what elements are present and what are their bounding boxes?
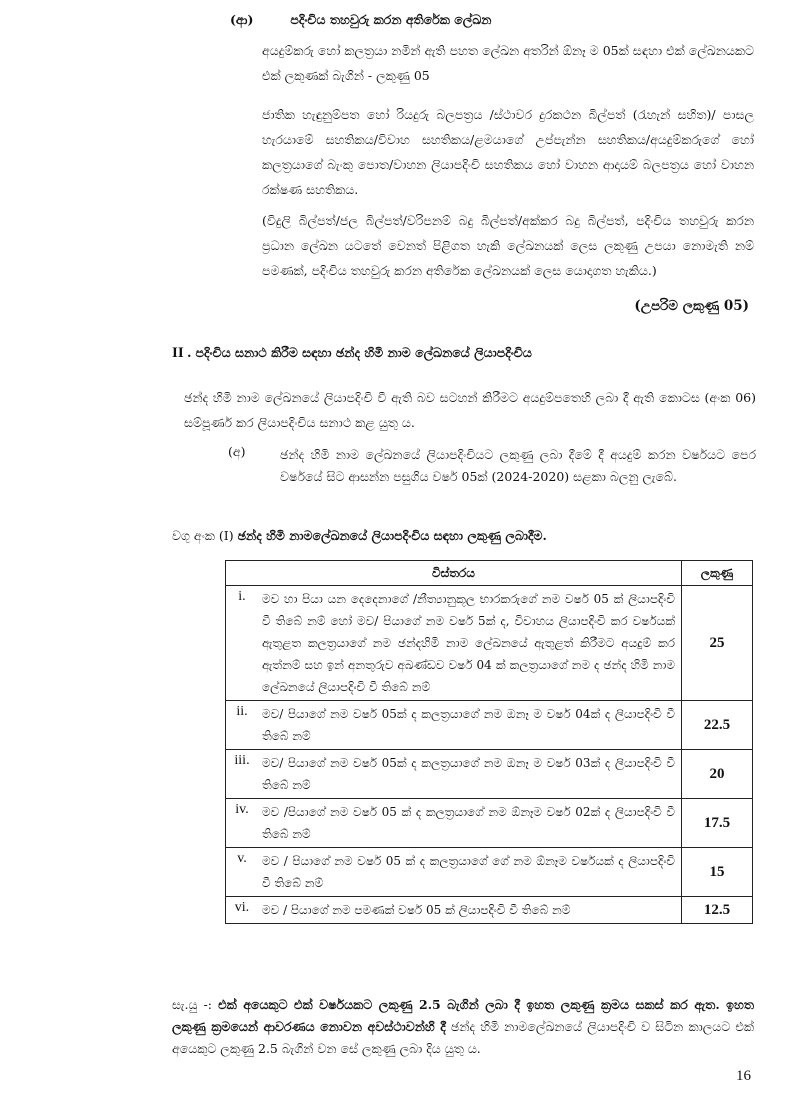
section-ii-number: II .	[172, 345, 192, 361]
row-marks: 17.5	[682, 799, 753, 848]
table-header-row	[226, 561, 753, 586]
section-a-max-marks: (උපරිම ලකුණු 05)	[634, 298, 749, 314]
row-number: ii.	[226, 701, 259, 750]
row-description: මව / පියාගේ නම වර්ෂ 05 ක් ද කලත්‍රයාගේ ගේ නම ඕනෑම වර්ෂයක් ද ලියාපදිංචි වී තිබේ නම්	[258, 848, 682, 897]
row-description: මව/ පියාගේ නම වර්ෂ 05ක් ද කලත්‍රයාගේ නම ඔනෑ ම වර්ෂ 04ක් ද ලියාපදිංචි වී තිබේ නම්	[258, 701, 682, 750]
table-row	[226, 701, 753, 750]
row-number: i.	[226, 586, 259, 701]
marks-table	[225, 560, 753, 924]
row-description: මව හා පියා යන දෙදෙනාගේ /නීත්‍යානුකූල භාරකරුගේ නම වර්ෂ 05 ක් ලියාපදිංචි වී තිබේ නම් හෝ මව/ පියාගේ නම වර්ෂ 5ක් ද, විවාහය ලියාපදිංචි කර වර්ෂයක් ඇතුළත කලත්‍රයාගේ නම ඡන්දහිමි නාම ලේඛනයේ ඇතුළත් කිරීමට අයදුම් කර ඇත්නම් සහ ඉන් අනතුරුව අඛණ්ඩව වර්ෂ 04 ක් කලත්‍රයාගේ නම ද ඡන්ද හිමි නාම ලේඛනයේ ලියාපදිංචි වී තිබේ නම්	[258, 586, 682, 701]
column-header-detail: විස්තරය	[226, 561, 682, 586]
row-number: iii.	[226, 750, 259, 799]
section-ii-sub-paragraph: ඡන්ද හිමි නාම ලේඛනයේ ලියාපදිංචියට ලකුණු ලබා දීමේ දී අයදුම් කරන වර්ෂයට පෙර වර්ෂයේ සිට ආසන්න පසුගිය වර්ෂ 05ක් (2024-2020) සළකා බලනු ලැබේ.	[280, 447, 756, 484]
section-a-paragraph-3: (විදුලි බිල්පත්/ජල බිල්පත්/වරිපනම් බදු බිල්පත්/අක්කර බදු බිල්පත්, පදිංචිය තහවුරු කරන ප්‍රධාන ලේඛන යටතේ වෙනත් පිළිගත හැකි ලේඛනයක් ලෙස ලකුණු උපයා නොමැති නම් පමණක්, පදිංචිය තහවුරු කරන අතිරේක ලේඛනයක් ලෙස යොදාගත හැකිය.)	[262, 213, 754, 278]
section-a-title: පදිංචිය තහවුරු කරන අතිරේක ලේඛන	[290, 12, 492, 27]
row-number: vi.	[226, 897, 259, 924]
row-description: මව/ පියාගේ නම වර්ෂ 05ක් ද කලත්‍රයාගේ නම ඔනෑ ම වර්ෂ 03ක් ද ලියාපදිංචි වී තිබේ නම්	[258, 750, 682, 799]
row-description: මව /පියාගේ නම වර්ෂ 05 ක් ද කලත්‍රයාගේ නම ඕනෑම වර්ෂ 02ක් ද ලියාපදිංචි වී තිබේ නම්	[258, 799, 682, 848]
section-a-paragraph-1: අයදුම්කරු හෝ කලත්‍රයා නමින් ඇති පහත ලේඛන අතරින් ඕනෑ ම 05ක් සඳහා එක් ලේඛනයකට එක් ලකුණක් බැගින් - ලකුණු 05	[262, 43, 754, 83]
row-number: iv.	[226, 799, 259, 848]
section-a-paragraph-2: ජාතික හැඳුනුම්පත හෝ රියදුරු බලපත්‍රය /ස්ථාවර දුරකථන බිල්පත් (රැහැන් සහිත)/ පාසල හැරයාමේ සහතිකය/විවාහ සහතිකය/ළමයාගේ උප්පැන්න සහතිකය/අයදුම්කරුගේ හෝ කලත්‍රයාගේ බැංකු පොත/වාහන ලියාපදිංචි සහතිකය හෝ වාහන ආදායම් බලපත්‍රය හෝ වාහන රක්ෂණ සහතිකය.	[262, 107, 754, 197]
column-header-marks: ලකුණු	[682, 561, 753, 586]
table-row	[226, 586, 753, 701]
table-row	[226, 799, 753, 848]
table-caption-text: ඡන්ද හිමි නාමලේඛනයේ ලියාපදිංචිය සඳහා ලකුණු ලබාදීම.	[237, 528, 547, 543]
table-caption-label: වගු අංක (I)	[172, 528, 234, 543]
row-marks: 20	[682, 750, 753, 799]
section-ii-sub-label: (අ)	[228, 444, 246, 459]
row-marks: 15	[682, 848, 753, 897]
section-ii-title: පදිංචිය සනාථ කිරීම සඳහා ඡන්ද හිමි නාම ලේඛනයේ ලියාපදිංචිය	[195, 345, 532, 360]
table-caption	[172, 528, 547, 544]
section-a-label: (ආ)	[230, 12, 254, 27]
row-number: v.	[226, 848, 259, 897]
note-paragraph	[172, 994, 754, 1060]
row-marks: 22.5	[682, 701, 753, 750]
page-number: 16	[736, 1068, 751, 1084]
section-a-heading	[230, 12, 491, 28]
section-ii-heading	[172, 345, 532, 362]
note-text: ඡන්ද හිමි නාමලේඛනයේ ලියාපදිංචි ව සිටින කාලයට එක් අයෙකුට ලකුණු 2.5 බැගින් වන සේ ලකුණු ලබා දිය යුතු ය.	[172, 1019, 754, 1056]
note-label: සැ.යු -:	[172, 997, 212, 1012]
section-ii-paragraph: ඡන්ද හිමි නාම ලේඛනයේ ලියාපදිංචි වී ඇති බව සටහන් කිරීමට අයදුම්පතෙහි ලබා දී ඇති කොටස (අංක 06) සම්පූර්ණ කර ලියාපදිංචිය සනාථ කළ යුතු ය.	[184, 390, 756, 430]
table-row	[226, 897, 753, 924]
row-marks: 25	[682, 586, 753, 701]
note-bold-text: එක් අයෙකුට එක් වර්ෂයකට ලකුණු 2.5 බැගින් ලබා දී ඉහත ලකුණු ක්‍රමය සකස් කර ඇත. ඉහත ලකුණු ක්‍රමයෙන් ආවරණය නොවන අවස්ථාවන්හි දී	[172, 997, 754, 1034]
row-marks: 12.5	[682, 897, 753, 924]
table-row	[226, 848, 753, 897]
table-row	[226, 750, 753, 799]
row-description: මව / පියාගේ නම පමණක් වර්ෂ 05 ක් ලියාපදිංචි වී තිබේ නම්	[258, 897, 682, 924]
